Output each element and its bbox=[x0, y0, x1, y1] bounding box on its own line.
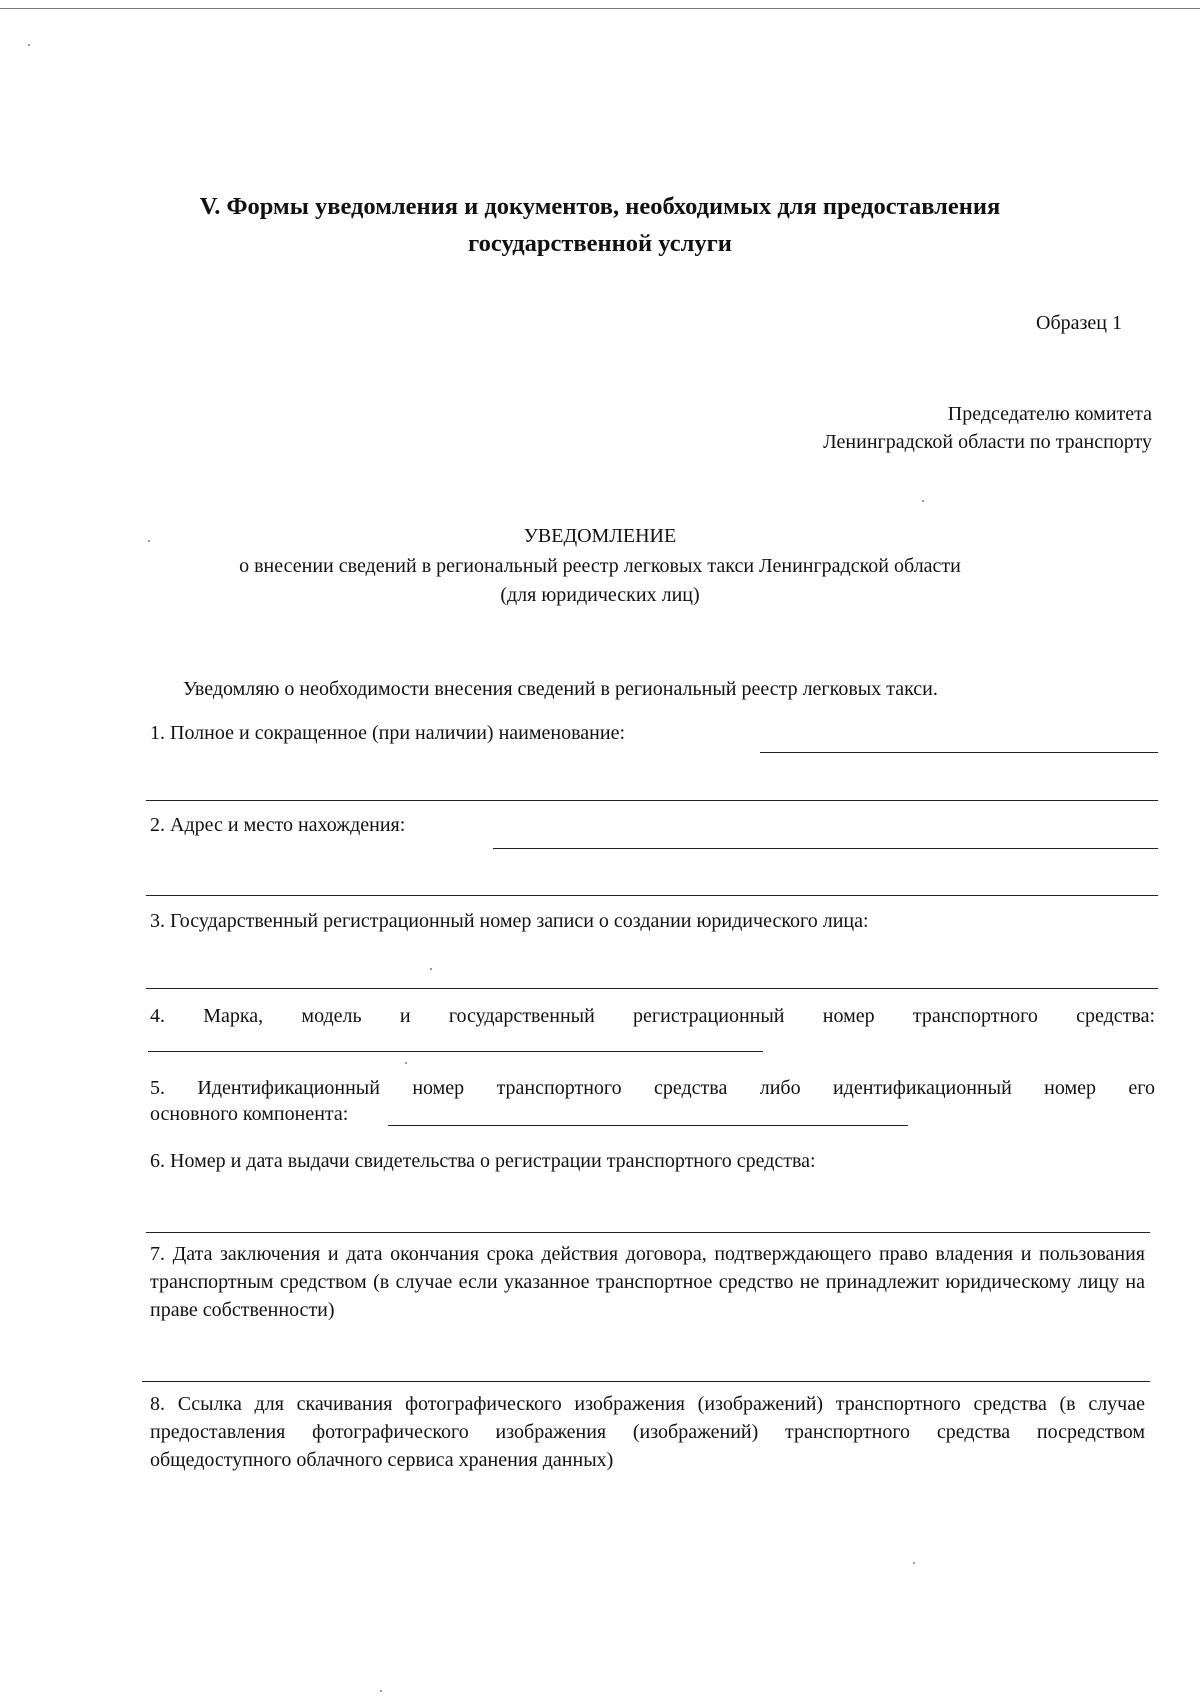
item-3-fill-line[interactable] bbox=[146, 988, 1158, 989]
item-4-label: 4. Марка, модель и государственный регистрационный номер транспортного средства: bbox=[150, 1005, 1155, 1027]
section-title-line-2: государственной услуги bbox=[468, 230, 732, 257]
item-4-fill-line[interactable] bbox=[148, 1051, 763, 1052]
item-7-fill-line[interactable] bbox=[142, 1381, 1150, 1382]
addressee-block bbox=[823, 400, 1152, 456]
addressee-line-2: Ленинградской области по транспорту bbox=[823, 431, 1152, 453]
item-5-label-line-1: 5. Идентификационный номер транспортного средства либо идентификационный номер его bbox=[150, 1077, 1155, 1099]
item-6-label: 6. Номер и дата выдачи свидетельства о регистрации транспортного средства: bbox=[150, 1150, 816, 1172]
scan-top-edge-line bbox=[0, 8, 1200, 9]
addressee-line-1: Председателю комитета bbox=[947, 403, 1152, 425]
item-7-label: 7. Дата заключения и дата окончания срока действия договора, подтверждающего право владения и пользования транспортным средством (в случае если указанное транспортное средство не принадлежит юридическому лицу на праве собственности) bbox=[150, 1243, 1145, 1321]
item-3-label: 3. Государственный регистрационный номер записи о создании юридического лица: bbox=[150, 910, 869, 932]
notice-heading: УВЕДОМЛЕНИЕ bbox=[523, 525, 677, 547]
scan-speck bbox=[922, 500, 924, 502]
notice-applicant-type: (для юридических лиц) bbox=[500, 584, 700, 606]
item-1-fill-line-a[interactable] bbox=[760, 752, 1158, 753]
item-8-label: 8. Ссылка для скачивания фотографического изображения (изображений) транспортного средства (в случае предоставления фотографического изображения (изображений) транспортного средства посредством общедоступного облачного сервиса хранения данных) bbox=[150, 1393, 1145, 1471]
item-5-label-line-2: основного компонента: bbox=[150, 1103, 349, 1125]
scan-speck bbox=[380, 1690, 382, 1692]
item-2-fill-line-b[interactable] bbox=[146, 895, 1158, 896]
intro-statement: Уведомляю о необходимости внесения сведений в региональный реестр легковых такси. bbox=[183, 678, 938, 700]
item-6-fill-line[interactable] bbox=[146, 1232, 1150, 1233]
scan-speck bbox=[913, 1562, 915, 1564]
item-1-label: 1. Полное и сокращенное (при наличии) наименование: bbox=[150, 722, 626, 744]
section-title-line-1: V. Формы уведомления и документов, необходимых для предоставления bbox=[199, 193, 1001, 220]
sample-label: Образец 1 bbox=[1036, 312, 1122, 334]
item-1-fill-line-b[interactable] bbox=[146, 800, 1158, 801]
item-5-fill-line[interactable] bbox=[388, 1125, 908, 1126]
scan-speck bbox=[405, 1062, 407, 1064]
notice-subheading: о внесении сведений в региональный реестр легковых такси Ленинградской области bbox=[239, 555, 961, 577]
section-title bbox=[150, 188, 1050, 262]
item-2-fill-line-a[interactable] bbox=[493, 848, 1158, 849]
item-2-label: 2. Адрес и место нахождения: bbox=[150, 814, 406, 836]
scan-speck bbox=[28, 44, 30, 46]
scan-speck bbox=[148, 540, 150, 542]
scan-speck bbox=[430, 968, 432, 970]
